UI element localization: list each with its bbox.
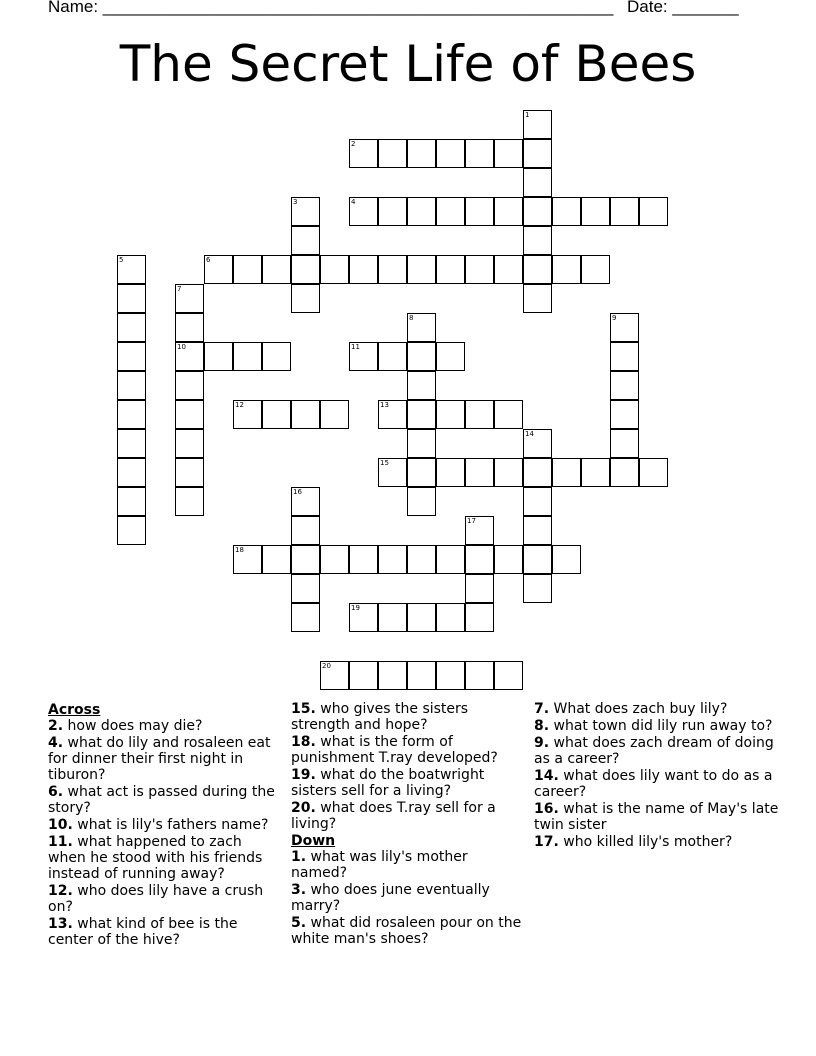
cell-number: 8	[409, 314, 414, 322]
grid-cell[interactable]	[407, 487, 436, 516]
grid-cell[interactable]	[378, 400, 407, 429]
grid-cell[interactable]	[494, 400, 523, 429]
grid-cell[interactable]	[552, 458, 581, 487]
grid-cell[interactable]	[117, 516, 146, 545]
clue-across-19: 19. what do the boatwright sisters sell for a living?	[291, 767, 485, 799]
grid-cell[interactable]	[523, 487, 552, 516]
grid-cell[interactable]	[175, 458, 204, 487]
cell-number: 9	[612, 314, 617, 322]
grid-cell[interactable]	[175, 313, 204, 342]
grid-cell[interactable]	[407, 400, 436, 429]
grid-cell[interactable]	[204, 342, 233, 371]
grid-cell[interactable]	[523, 226, 552, 255]
grid-cell[interactable]	[378, 197, 407, 226]
grid-cell[interactable]	[465, 603, 494, 632]
grid-cell[interactable]	[523, 458, 552, 487]
grid-cell[interactable]	[117, 429, 146, 458]
cell-number: 4	[351, 198, 356, 206]
grid-cell[interactable]	[117, 313, 146, 342]
grid-cell[interactable]	[523, 110, 552, 139]
grid-cell[interactable]	[349, 255, 378, 284]
clue-down-9: 9. what does zach dream of doing as a career?	[534, 735, 774, 767]
grid-cell[interactable]	[465, 574, 494, 603]
clue-down-14: 14. what does lily want to do as a career?	[534, 768, 773, 800]
clue-across-4: 4. what do lily and rosaleen eat for dinner their first night in tiburon?	[48, 735, 271, 783]
grid-cell[interactable]	[523, 545, 552, 574]
clue-across-11: 11. what happened to zach when he stood with his friends instead of running away?	[48, 834, 263, 882]
grid-cell[interactable]	[291, 197, 320, 226]
grid-cell[interactable]	[523, 284, 552, 313]
grid-cell[interactable]	[378, 342, 407, 371]
grid-cell[interactable]	[552, 197, 581, 226]
grid-cell[interactable]	[610, 458, 639, 487]
grid-cell[interactable]	[436, 661, 465, 690]
grid-cell[interactable]	[610, 342, 639, 371]
grid-cell[interactable]	[407, 458, 436, 487]
grid-cell[interactable]	[465, 255, 494, 284]
grid-cell[interactable]	[378, 139, 407, 168]
grid-cell[interactable]	[320, 661, 349, 690]
cell-number: 7	[177, 285, 182, 293]
grid-cell[interactable]	[233, 342, 262, 371]
grid-cell[interactable]	[407, 545, 436, 574]
clue-across-18: 18. what is the form of punishment T.ray developed?	[291, 734, 498, 766]
grid-cell[interactable]	[639, 197, 668, 226]
grid-cell[interactable]	[436, 545, 465, 574]
grid-cell[interactable]	[494, 197, 523, 226]
grid-cell[interactable]	[117, 255, 146, 284]
grid-cell[interactable]	[610, 371, 639, 400]
grid-cell[interactable]	[465, 400, 494, 429]
clue-across-12: 12. who does lily have a crush on?	[48, 883, 264, 915]
date-field: Date: _______	[627, 0, 739, 16]
grid-cell[interactable]	[233, 545, 262, 574]
grid-cell[interactable]	[465, 458, 494, 487]
grid-cell[interactable]	[175, 342, 204, 371]
grid-cell[interactable]	[175, 400, 204, 429]
grid-cell[interactable]	[407, 661, 436, 690]
cell-number: 3	[293, 198, 298, 206]
cell-number: 5	[119, 256, 124, 264]
grid-cell[interactable]	[465, 545, 494, 574]
grid-cell[interactable]	[436, 139, 465, 168]
grid-cell[interactable]	[175, 284, 204, 313]
clue-across-20: 20. what does T.ray sell for a living?	[291, 800, 496, 832]
grid-cell[interactable]	[407, 603, 436, 632]
grid-cell[interactable]	[349, 342, 378, 371]
grid-cell[interactable]	[291, 226, 320, 255]
cell-number: 1	[525, 111, 530, 119]
clue-down-8: 8. what town did lily run away to?	[534, 718, 773, 734]
grid-cell[interactable]	[349, 197, 378, 226]
grid-cell[interactable]	[262, 400, 291, 429]
grid-cell[interactable]	[581, 197, 610, 226]
grid-cell[interactable]	[291, 487, 320, 516]
grid-cell[interactable]	[407, 342, 436, 371]
cell-number: 15	[380, 459, 389, 467]
grid-cell[interactable]	[436, 603, 465, 632]
cell-number: 11	[351, 343, 360, 351]
clue-column-3	[534, 701, 784, 851]
cell-number: 16	[293, 488, 302, 496]
grid-cell[interactable]	[175, 371, 204, 400]
grid-cell[interactable]	[233, 255, 262, 284]
grid-cell[interactable]	[639, 458, 668, 487]
grid-cell[interactable]	[523, 255, 552, 284]
grid-cell[interactable]	[117, 400, 146, 429]
grid-cell[interactable]	[117, 371, 146, 400]
cell-number: 17	[467, 517, 476, 525]
grid-cell[interactable]	[523, 168, 552, 197]
grid-cell[interactable]	[291, 255, 320, 284]
grid-cell[interactable]	[436, 197, 465, 226]
grid-cell[interactable]	[523, 516, 552, 545]
grid-cell[interactable]	[378, 603, 407, 632]
grid-cell[interactable]	[407, 139, 436, 168]
grid-cell[interactable]	[581, 458, 610, 487]
grid-cell[interactable]	[349, 603, 378, 632]
grid-cell[interactable]	[494, 255, 523, 284]
cell-number: 19	[351, 604, 360, 612]
clue-across-15: 15. who gives the sisters strength and hope?	[291, 701, 469, 733]
grid-cell[interactable]	[349, 545, 378, 574]
clue-across-10: 10. what is lily's fathers name?	[48, 817, 269, 833]
grid-cell[interactable]	[378, 545, 407, 574]
grid-cell[interactable]	[204, 255, 233, 284]
grid-cell[interactable]	[262, 545, 291, 574]
down-heading: Down	[291, 833, 336, 849]
grid-cell[interactable]	[581, 255, 610, 284]
grid-cell[interactable]	[610, 197, 639, 226]
grid-cell[interactable]	[436, 255, 465, 284]
cell-number: 6	[206, 256, 211, 264]
cell-number: 12	[235, 401, 244, 409]
grid-cell[interactable]	[523, 429, 552, 458]
clue-column-2	[291, 701, 523, 948]
grid-cell[interactable]	[610, 400, 639, 429]
grid-cell[interactable]	[291, 284, 320, 313]
grid-cell[interactable]	[233, 400, 262, 429]
grid-cell[interactable]	[523, 197, 552, 226]
grid-cell[interactable]	[349, 139, 378, 168]
clue-down-1: 1. what was lily's mother named?	[291, 849, 468, 881]
grid-cell[interactable]	[494, 458, 523, 487]
cell-number: 2	[351, 140, 356, 148]
clue-down-7: 7. What does zach buy lily?	[534, 701, 728, 717]
grid-cell[interactable]	[117, 458, 146, 487]
grid-cell[interactable]	[407, 313, 436, 342]
grid-cell[interactable]	[465, 516, 494, 545]
grid-cell[interactable]	[552, 255, 581, 284]
grid-cell[interactable]	[407, 197, 436, 226]
grid-cell[interactable]	[320, 400, 349, 429]
cell-number: 14	[525, 430, 534, 438]
grid-cell[interactable]	[117, 487, 146, 516]
grid-cell[interactable]	[407, 371, 436, 400]
grid-cell[interactable]	[349, 661, 378, 690]
clue-down-17: 17. who killed lily's mother?	[534, 834, 733, 850]
grid-cell[interactable]	[465, 661, 494, 690]
cell-number: 18	[235, 546, 244, 554]
grid-cell[interactable]	[465, 139, 494, 168]
grid-cell[interactable]	[291, 603, 320, 632]
page-title: The Secret Life of Bees	[119, 35, 697, 93]
grid-cell[interactable]	[117, 342, 146, 371]
grid-cell[interactable]	[320, 255, 349, 284]
grid-cell[interactable]	[291, 516, 320, 545]
grid-cell[interactable]	[610, 429, 639, 458]
grid-cell[interactable]	[436, 400, 465, 429]
grid-cell[interactable]	[610, 313, 639, 342]
grid-cell[interactable]	[407, 255, 436, 284]
grid-cell[interactable]	[175, 487, 204, 516]
grid-cell[interactable]	[523, 139, 552, 168]
grid-cell[interactable]	[494, 139, 523, 168]
clue-down-16: 16. what is the name of May's late twin sister	[534, 801, 779, 833]
grid-cell[interactable]	[523, 574, 552, 603]
cell-number: 10	[177, 343, 186, 351]
grid-cell[interactable]	[407, 429, 436, 458]
clue-down-5: 5. what did rosaleen pour on the white man's shoes?	[291, 915, 522, 947]
grid-cell[interactable]	[291, 545, 320, 574]
grid-cell[interactable]	[175, 429, 204, 458]
clue-across-2: 2. how does may die?	[48, 718, 203, 734]
grid-cell[interactable]	[552, 545, 581, 574]
grid-cell[interactable]	[291, 574, 320, 603]
clue-down-3: 3. who does june eventually marry?	[291, 882, 490, 914]
grid-cell[interactable]	[465, 197, 494, 226]
clue-across-6: 6. what act is passed during the story?	[48, 784, 275, 816]
clue-column-1	[48, 701, 280, 949]
grid-cell[interactable]	[436, 342, 465, 371]
name-field: Name: ______________________________________________________	[48, 0, 614, 16]
clue-across-13: 13. what kind of bee is the center of the hive?	[48, 916, 238, 948]
grid-cell[interactable]	[320, 545, 349, 574]
grid-cell[interactable]	[494, 661, 523, 690]
grid-cell[interactable]	[436, 458, 465, 487]
grid-cell[interactable]	[117, 284, 146, 313]
grid-cell[interactable]	[378, 458, 407, 487]
grid-cell[interactable]	[291, 400, 320, 429]
grid-cell[interactable]	[494, 545, 523, 574]
cell-number: 13	[380, 401, 389, 409]
across-heading: Across	[48, 702, 101, 718]
grid-cell[interactable]	[262, 342, 291, 371]
grid-cell[interactable]	[262, 255, 291, 284]
cell-number: 20	[322, 662, 331, 670]
grid-cell[interactable]	[378, 661, 407, 690]
grid-cell[interactable]	[378, 255, 407, 284]
